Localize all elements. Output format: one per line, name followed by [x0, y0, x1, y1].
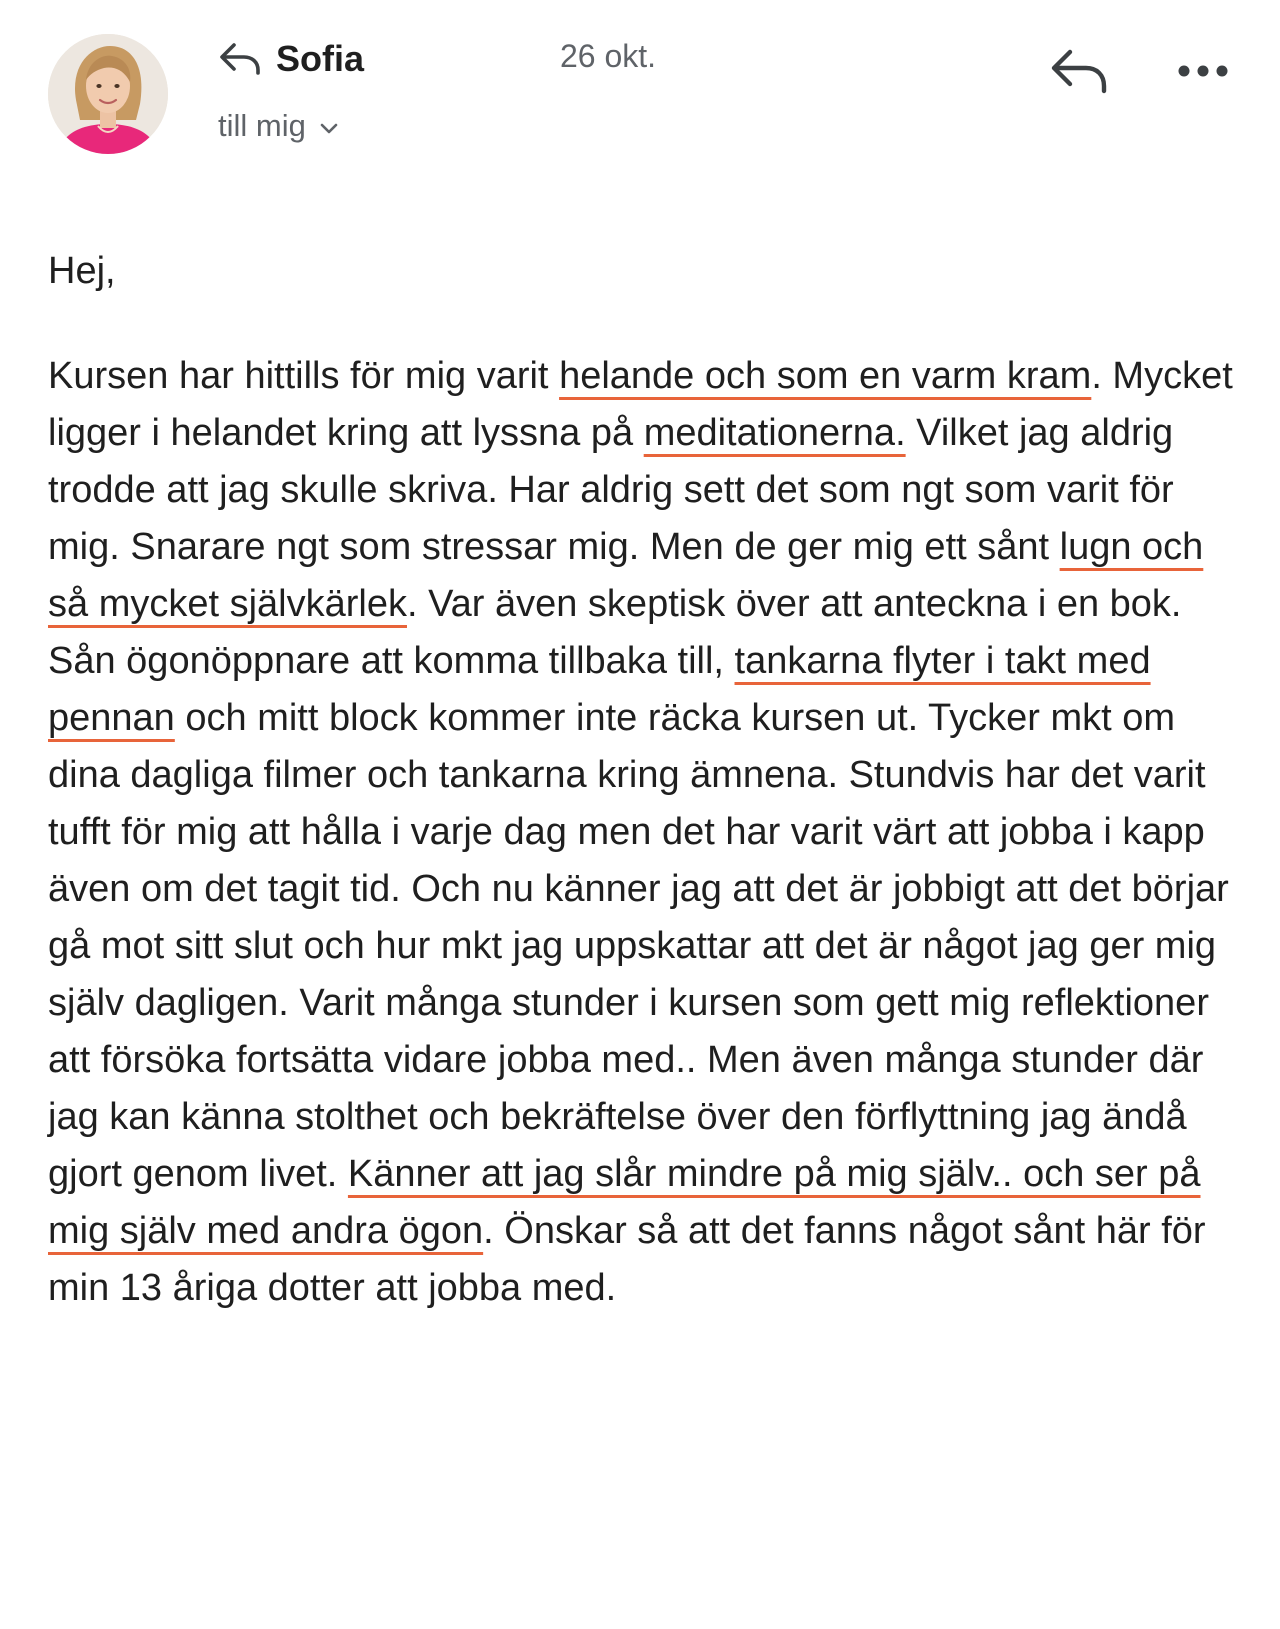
more-options-button[interactable] [1176, 56, 1230, 86]
body-text-segment: . Önskar så att det fanns något sånt här för min 13 åriga dotter att jobba med. [48, 1210, 1206, 1309]
highlighted-phrase: helande och som en varm kram [559, 355, 1092, 397]
avatar-photo [48, 34, 168, 154]
recipient-toggle[interactable] [218, 108, 340, 144]
body-text-segment: och mitt block kommer inte räcka kursen ut. Tycker mkt om dina dagliga filmer och tankarna kring ämnena. Stundvis har det varit tufft för mig att hålla i varje dag men det har varit värt att jobba i kapp även om det tagit tid. Och nu känner jag att det är jobbigt att det börjar gå mot sitt slut och hur mkt jag uppskattar att det är något jag ger mig själv dagligen. Varit många stunder i kursen som gett mig reflektioner att försöka fortsätta vidare jobba med.. Men även många stunder där jag kan känna stolthet och bekräftelse över den förflyttning jag ändå gjort genom livet. [48, 697, 1229, 1195]
sender-name[interactable]: Sofia [276, 38, 365, 79]
body-text-segment: . Var även skeptisk över att anteckna i en bok. Sån ögonöppnare att komma tillbaka till, [48, 583, 1182, 682]
message-date: 26 okt. [560, 38, 657, 74]
sender-row [218, 34, 364, 84]
body-text-segment: . Mycket ligger i helandet kring att lyssna på [48, 355, 1233, 454]
body-text-segment: Kursen har hittills för mig varit [48, 355, 560, 397]
body-text-segment: Vilket jag aldrig trodde att jag skulle skriva. Har aldrig sett det som ngt som varit för mig. Snarare ngt som stressar mig. Men de ger mig ett sånt [48, 412, 1174, 568]
reply-button[interactable] [1048, 44, 1110, 98]
more-horizontal-icon [1176, 56, 1230, 86]
avatar[interactable] [48, 34, 168, 154]
message-body [48, 348, 1248, 1317]
highlighted-phrase: tankarna flyter i takt med pennan [48, 640, 1151, 739]
highlighted-phrase: meditationerna. [643, 412, 906, 454]
highlighted-phrase: lugn och så mycket självkärlek [48, 526, 1204, 625]
recipient-label: till mig [218, 108, 306, 143]
reply-icon [1048, 44, 1110, 98]
message-greeting: Hej, [48, 250, 116, 292]
chevron-down-icon [318, 117, 340, 139]
highlighted-phrase: Känner att jag slår mindre på mig själv.. och ser på mig själv med andra ögon [48, 1153, 1201, 1252]
reply-icon [218, 39, 262, 79]
